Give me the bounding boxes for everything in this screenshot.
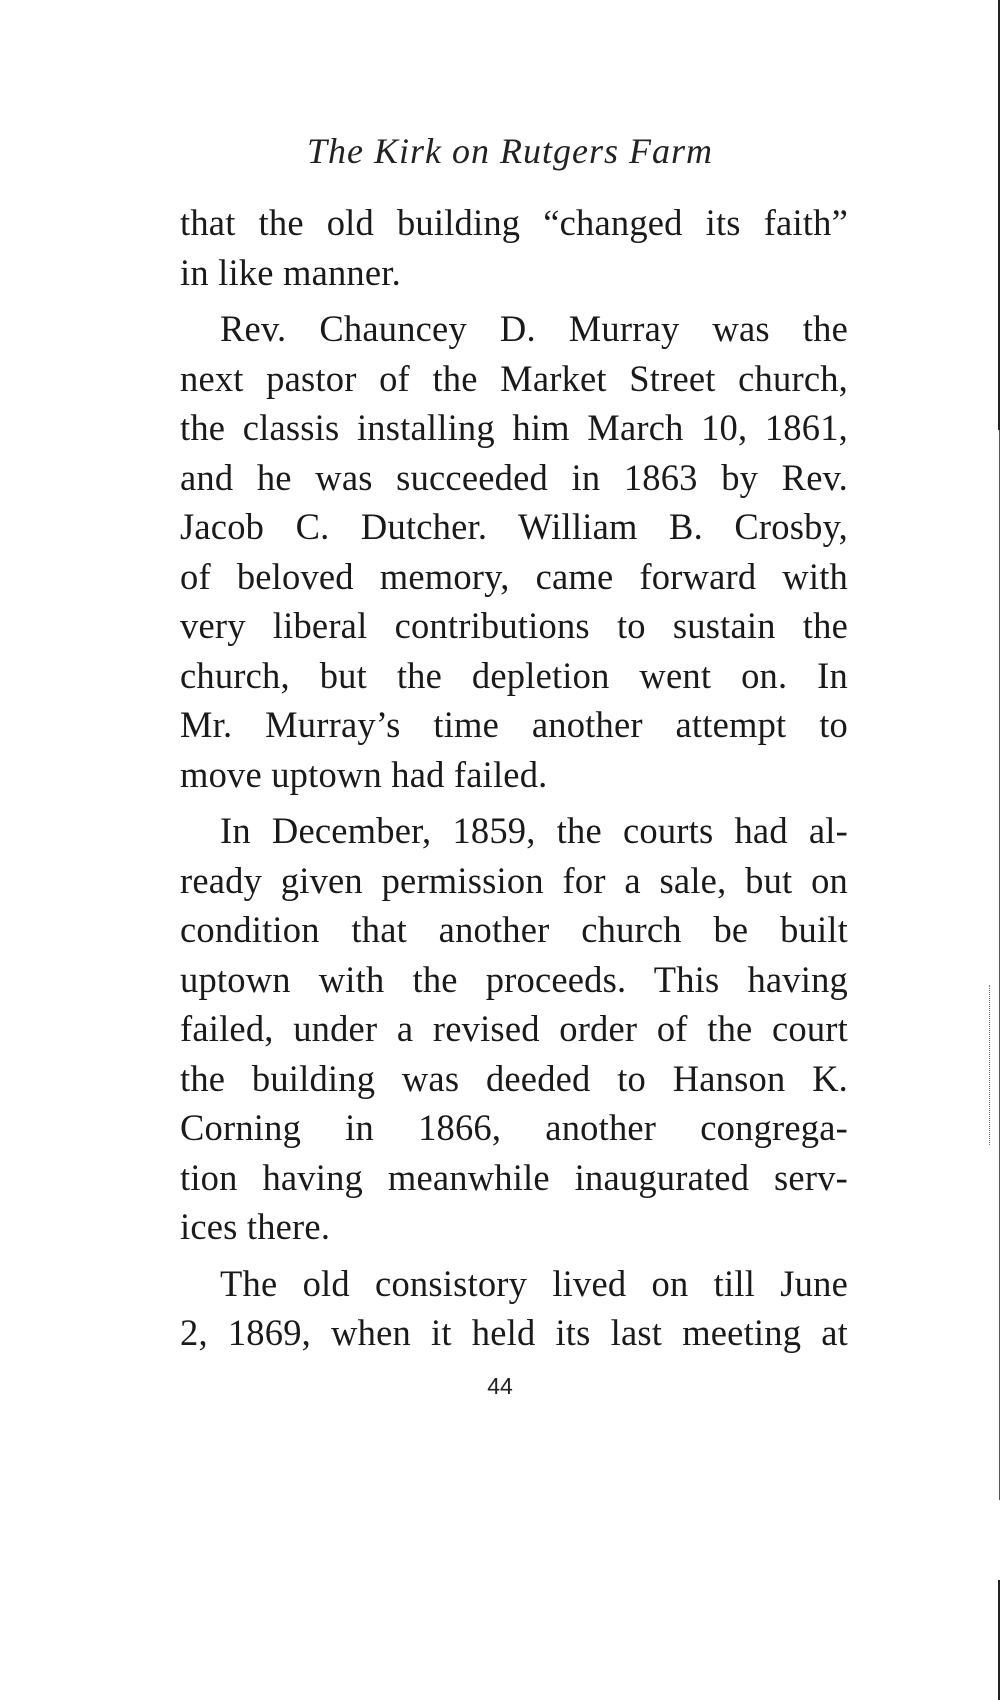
text-line: Corning in 1866, another congrega- <box>180 1107 848 1148</box>
text-line: that the old building “changed its faith” <box>180 202 848 243</box>
paragraph-gap <box>180 297 848 304</box>
text-line: in like manner. <box>180 251 401 293</box>
text-line: Jacob C. Dutcher. William B. Crosby, <box>180 506 848 547</box>
text-line: the classis installing him March 10, 1861, <box>180 407 848 448</box>
scan-artifact <box>986 985 990 1145</box>
text-line: very liberal contributions to sustain the <box>180 605 848 646</box>
text-line: In December, 1859, the courts had al- <box>220 810 848 851</box>
text-line: next pastor of the Market Street church, <box>180 357 848 399</box>
body-text <box>180 198 848 1358</box>
paragraph-gap <box>180 1252 848 1259</box>
text-line: The old consistory lived on till June <box>220 1262 848 1304</box>
text-line: condition that another church be built <box>180 909 848 950</box>
page-number: 44 <box>487 1373 513 1399</box>
paragraph-gap <box>180 799 848 806</box>
text-line: Rev. Chauncey D. Murray was the <box>220 308 848 349</box>
text-line: church, but the depletion went on. In <box>180 654 848 696</box>
text-line: the building was deeded to Hanson K. <box>180 1057 848 1099</box>
text-line: move uptown had failed. <box>180 753 548 795</box>
text-line: Mr. Murray’s time another attempt to <box>180 704 848 745</box>
text-line: of beloved memory, came forward with <box>180 555 848 597</box>
text-line: tion having meanwhile inaugurated serv- <box>180 1156 848 1198</box>
text-line: uptown with the proceeds. This having <box>180 958 848 1000</box>
running-head: The Kirk on Rutgers Farm <box>307 131 713 171</box>
text-line: ready given permission for a sale, but on <box>180 859 848 901</box>
text-line: failed, under a revised order of the court <box>180 1008 848 1049</box>
text-line: and he was succeeded in 1863 by Rev. <box>180 456 848 498</box>
text-line: 2, 1869, when it held its last meeting at <box>180 1312 848 1353</box>
text-line: ices there. <box>180 1206 331 1247</box>
